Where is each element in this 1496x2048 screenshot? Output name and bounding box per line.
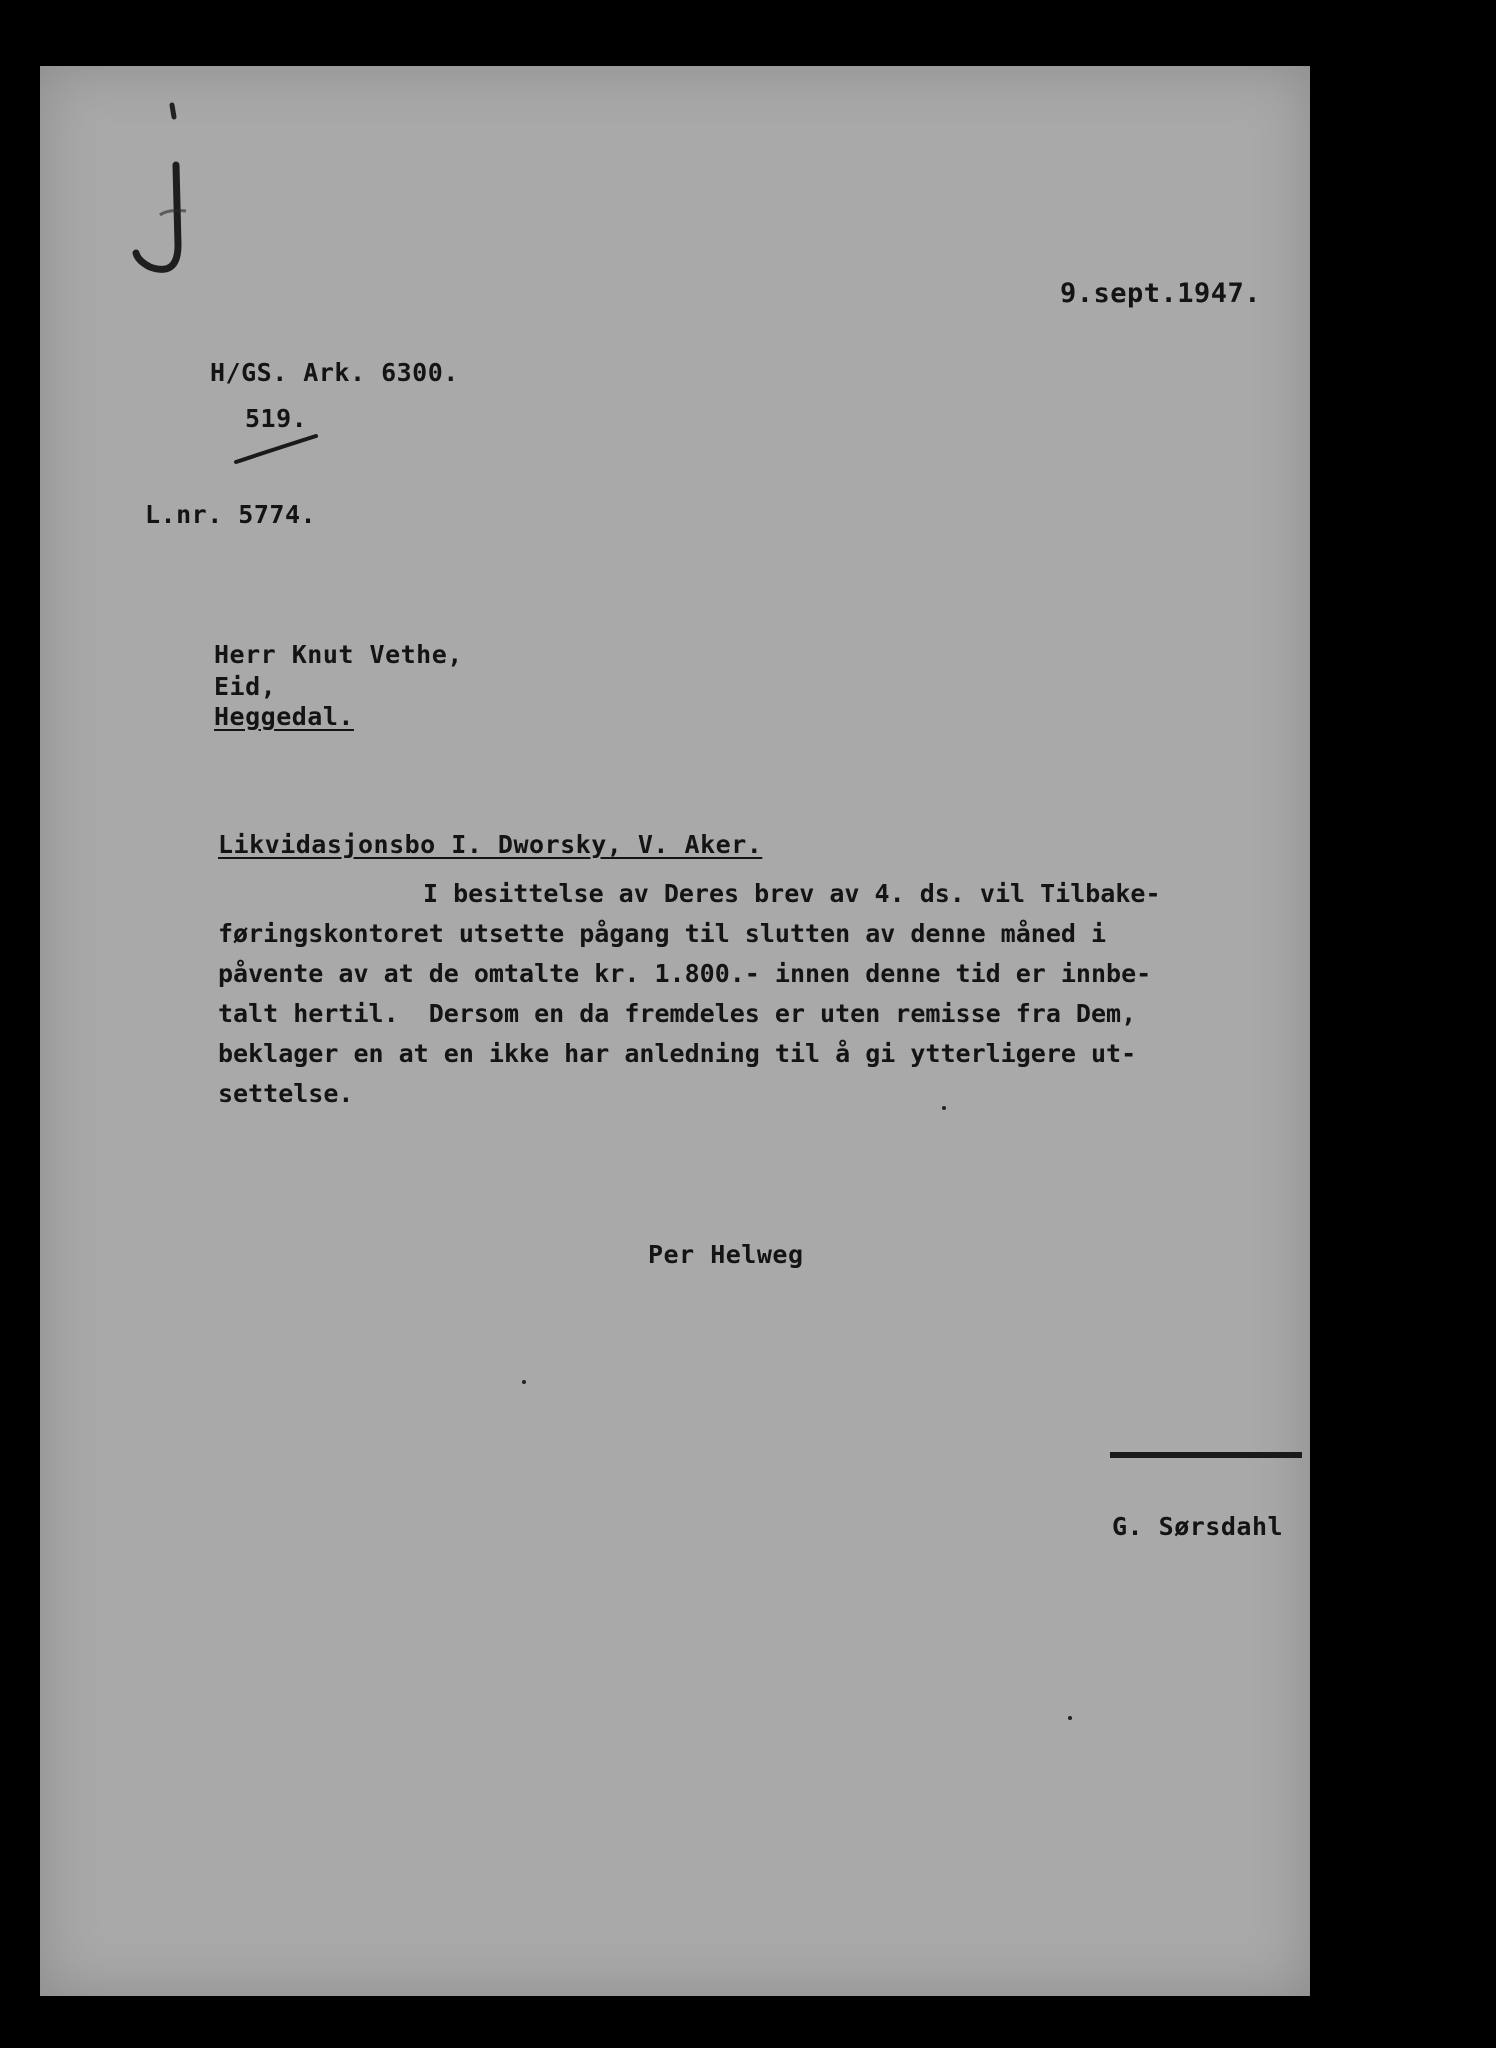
paper-speck	[522, 1380, 526, 1384]
body-line: beklager en at en ikke har anledning til å gi ytterligere ut-	[218, 1039, 1137, 1068]
body-line: føringskontoret utsette pågang til slutten av denne måned i	[218, 919, 1107, 948]
recipient-name: Herr Knut Vethe,	[214, 640, 463, 669]
recipient-place: Eid,	[214, 672, 277, 701]
body-line: I besittelse av Deres brev av 4. ds. vil Tilbake-	[423, 879, 1161, 908]
handwritten-underline	[232, 432, 322, 468]
body-line: påvente av at de omtalte kr. 1.800.- innen denne tid er innbe-	[218, 959, 1152, 988]
cc-name: G. Sørsdahl	[1112, 1512, 1284, 1541]
signature-line	[1110, 1452, 1302, 1458]
paper-speck	[1068, 1716, 1072, 1720]
archive-reference: H/GS. Ark. 6300.	[210, 358, 459, 387]
letter-date: 9.sept.1947.	[1060, 278, 1262, 309]
letter-number: L.nr. 5774.	[145, 500, 317, 529]
handwritten-mark	[120, 95, 220, 285]
body-line: talt hertil. Dersom en da fremdeles er uten remisse fra Dem,	[218, 999, 1137, 1028]
sub-reference: 519.	[245, 404, 308, 433]
recipient-town: Heggedal.	[214, 702, 354, 731]
signature-name: Per Helweg	[648, 1240, 804, 1269]
paper-speck	[942, 1106, 946, 1110]
letter-body	[218, 874, 1268, 1114]
body-line: settelse.	[218, 1079, 354, 1108]
letter-subject: Likvidasjonsbo I. Dworsky, V. Aker.	[218, 830, 763, 859]
